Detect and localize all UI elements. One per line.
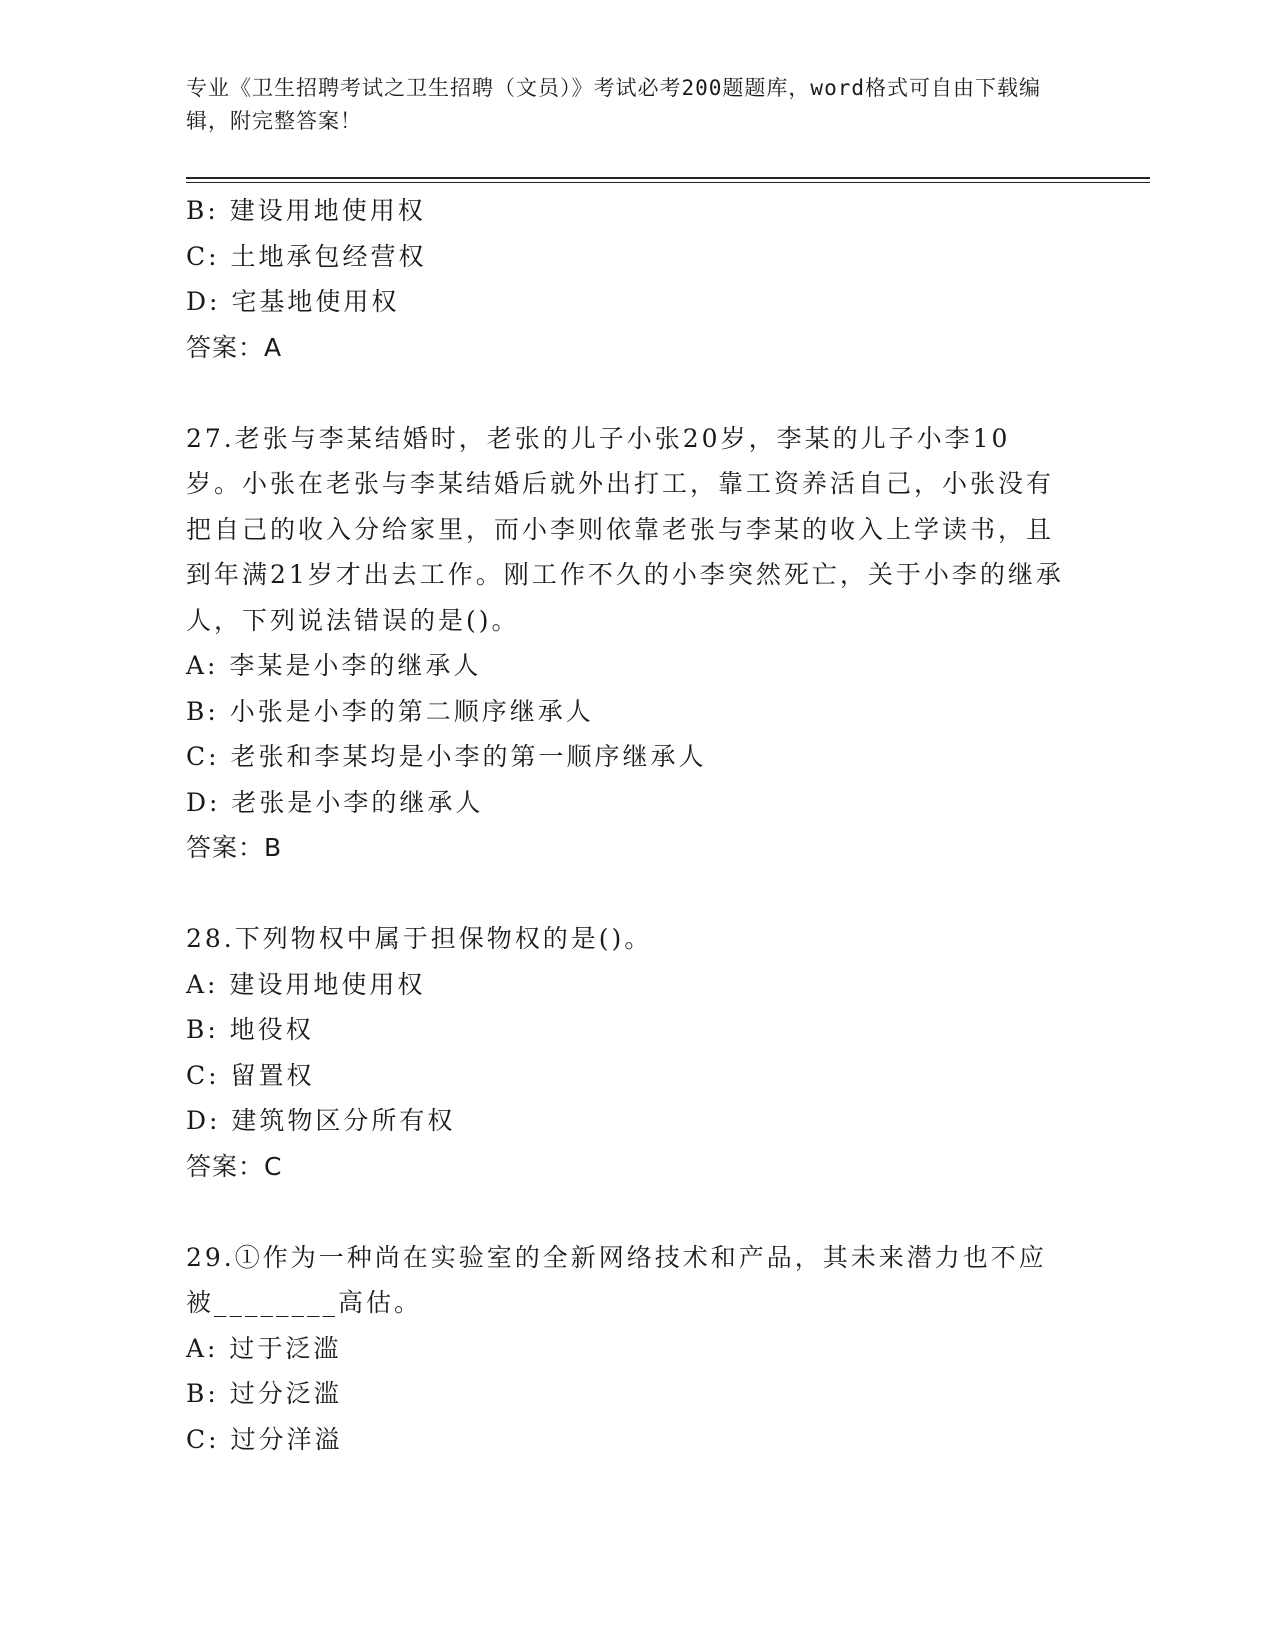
spacer bbox=[186, 370, 1086, 416]
answer-line: 答案：B bbox=[186, 833, 283, 862]
option-item: B: 地役权 bbox=[186, 1015, 314, 1044]
option-item: D: 建筑物区分所有权 bbox=[186, 1106, 456, 1135]
option-item: A: 过于泛滥 bbox=[186, 1333, 342, 1363]
option-item: D: 宅基地使用权 bbox=[186, 287, 400, 316]
option-item: B: 过分泛滥 bbox=[186, 1379, 342, 1408]
header-divider-thick bbox=[186, 177, 1150, 179]
option-item: A: 建设用地使用权 bbox=[186, 969, 426, 999]
option-item: C: 过分洋溢 bbox=[186, 1424, 343, 1454]
document-header: 专业《卫生招聘考试之卫生招聘（文员）》考试必考200题题库，word格式可自由下载编辑，附完整答案！ bbox=[186, 76, 1041, 133]
option-item: B: 小张是小李的第二顺序继承人 bbox=[186, 696, 594, 726]
option-item: C: 土地承包经营权 bbox=[186, 241, 427, 271]
option-item: C: 留置权 bbox=[186, 1060, 315, 1090]
answer-line: 答案：C bbox=[186, 1151, 283, 1181]
spacer bbox=[186, 1189, 1086, 1235]
spacer bbox=[186, 871, 1086, 917]
option-item: C: 老张和李某均是小李的第一顺序继承人 bbox=[186, 742, 707, 771]
option-item: A: 李某是小李的继承人 bbox=[186, 651, 482, 680]
header-divider-thin bbox=[186, 182, 1150, 183]
question-28-text: 28.下列物权中属于担保物权的是()。 bbox=[186, 924, 653, 953]
answer-line: 答案：A bbox=[186, 332, 283, 362]
option-item: B: 建设用地使用权 bbox=[186, 196, 426, 225]
question-content bbox=[186, 188, 1086, 1462]
question-29-text: 29.①作为一种尚在实验室的全新网络技术和产品，其未来潜力也不应被________高估。 bbox=[186, 1242, 1047, 1317]
option-item: D: 老张是小李的继承人 bbox=[186, 787, 484, 817]
question-27-text: 27.老张与李某结婚时，老张的儿子小张20岁，李某的儿子小李10岁。小张在老张与李某结婚后就外出打工，靠工资养活自己，小张没有把自己的收入分给家里，而小李则依靠老张与李某的收入上学读书，且到年满21岁才出去工作。刚工作不久的小李突然死亡，关于小李的继承人，下列说法错误的是()。 bbox=[186, 423, 1064, 635]
